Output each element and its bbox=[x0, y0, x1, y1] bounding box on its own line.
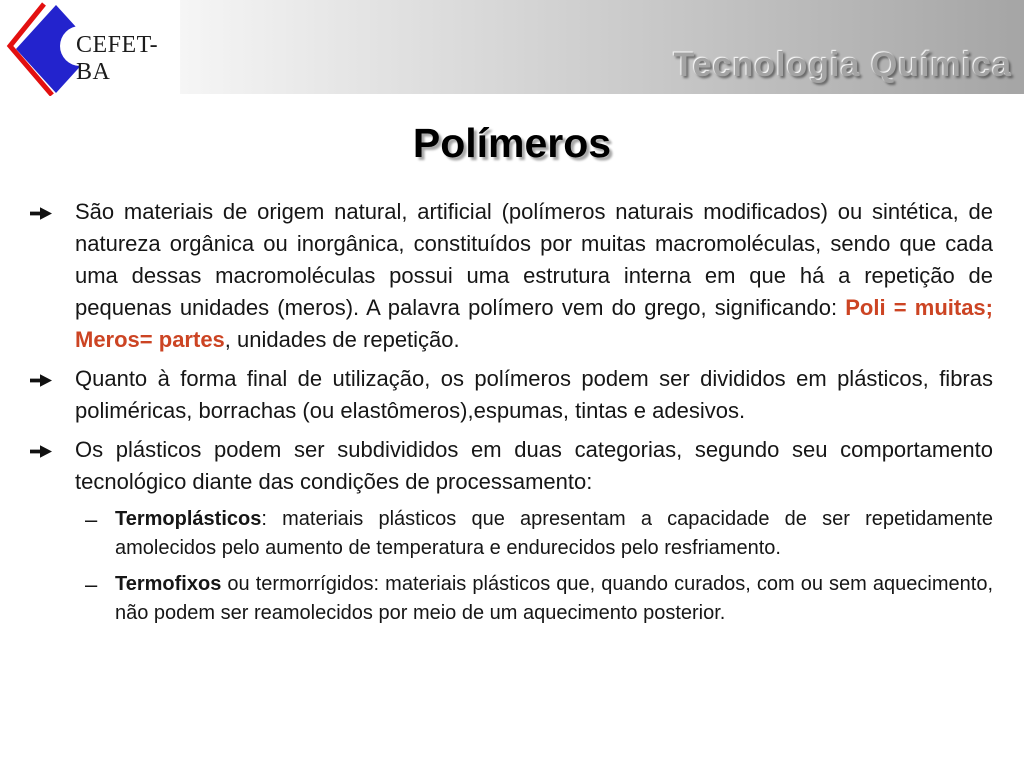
bullet1-post: , unidades de repetição. bbox=[224, 327, 460, 352]
bullet-item-3 bbox=[30, 434, 993, 498]
sub-bullet-item-1 bbox=[85, 505, 993, 563]
arrow-bullet-icon bbox=[30, 363, 75, 427]
bullet-text bbox=[75, 196, 993, 356]
sub-bullet-text bbox=[115, 505, 993, 563]
course-title: Tecnologia Química bbox=[673, 46, 1012, 84]
sub-bullet-text bbox=[115, 570, 993, 628]
bullet-item-2 bbox=[30, 363, 993, 427]
sub-bullet1-rest: : materiais plásticos que apresentam a capacidade de ser repetidamente amolecidos pelo aumento de temperatura e endurecidos pelo resfriamento. bbox=[115, 508, 993, 559]
logo-text: CEFET-BA bbox=[76, 32, 159, 85]
page-title: Polímeros bbox=[412, 120, 612, 166]
sub-bullet2-lead: Termofixos bbox=[115, 573, 222, 595]
slide-body bbox=[30, 196, 993, 635]
sub-bullet1-lead: Termoplásticos bbox=[115, 508, 262, 530]
bullet1-pre: São materiais de origem natural, artificial (polímeros naturais modificados) ou sintética, de natureza orgânica ou inorgânica, constituídos por muitas macromoléculas, sendo que cada uma dessas macromoléculas possui uma estrutura interna em que há a repetição de pequenas unidades (meros). A palavra polímero vem do grego, significando: bbox=[75, 199, 993, 320]
sub-bullet2-rest: ou termorrígidos: materiais plásticos que, quando curados, com ou sem aquecimento, não podem ser reamolecidos por meio de um aquecimento posterior. bbox=[115, 573, 993, 624]
arrow-bullet-icon bbox=[30, 196, 75, 356]
bullet-item-1 bbox=[30, 196, 993, 356]
dash-bullet: – bbox=[85, 572, 98, 597]
sub-bullet-item-2 bbox=[85, 570, 993, 628]
bullet-text: Quanto à forma final de utilização, os polímeros podem ser divididos em plásticos, fibras poliméricas, borrachas (ou elastômeros),espumas, tintas e adesivos. bbox=[75, 366, 993, 423]
bullet-text: Os plásticos podem ser subdivididos em duas categorias, segundo seu comportamento tecnológico diante das condições de processamento: bbox=[75, 437, 993, 494]
dash-bullet: – bbox=[85, 507, 98, 532]
logo-box bbox=[0, 0, 180, 96]
bullet1-highlight: Poli = muitas; Meros= partes bbox=[75, 295, 993, 352]
arrow-bullet-icon bbox=[30, 434, 75, 498]
